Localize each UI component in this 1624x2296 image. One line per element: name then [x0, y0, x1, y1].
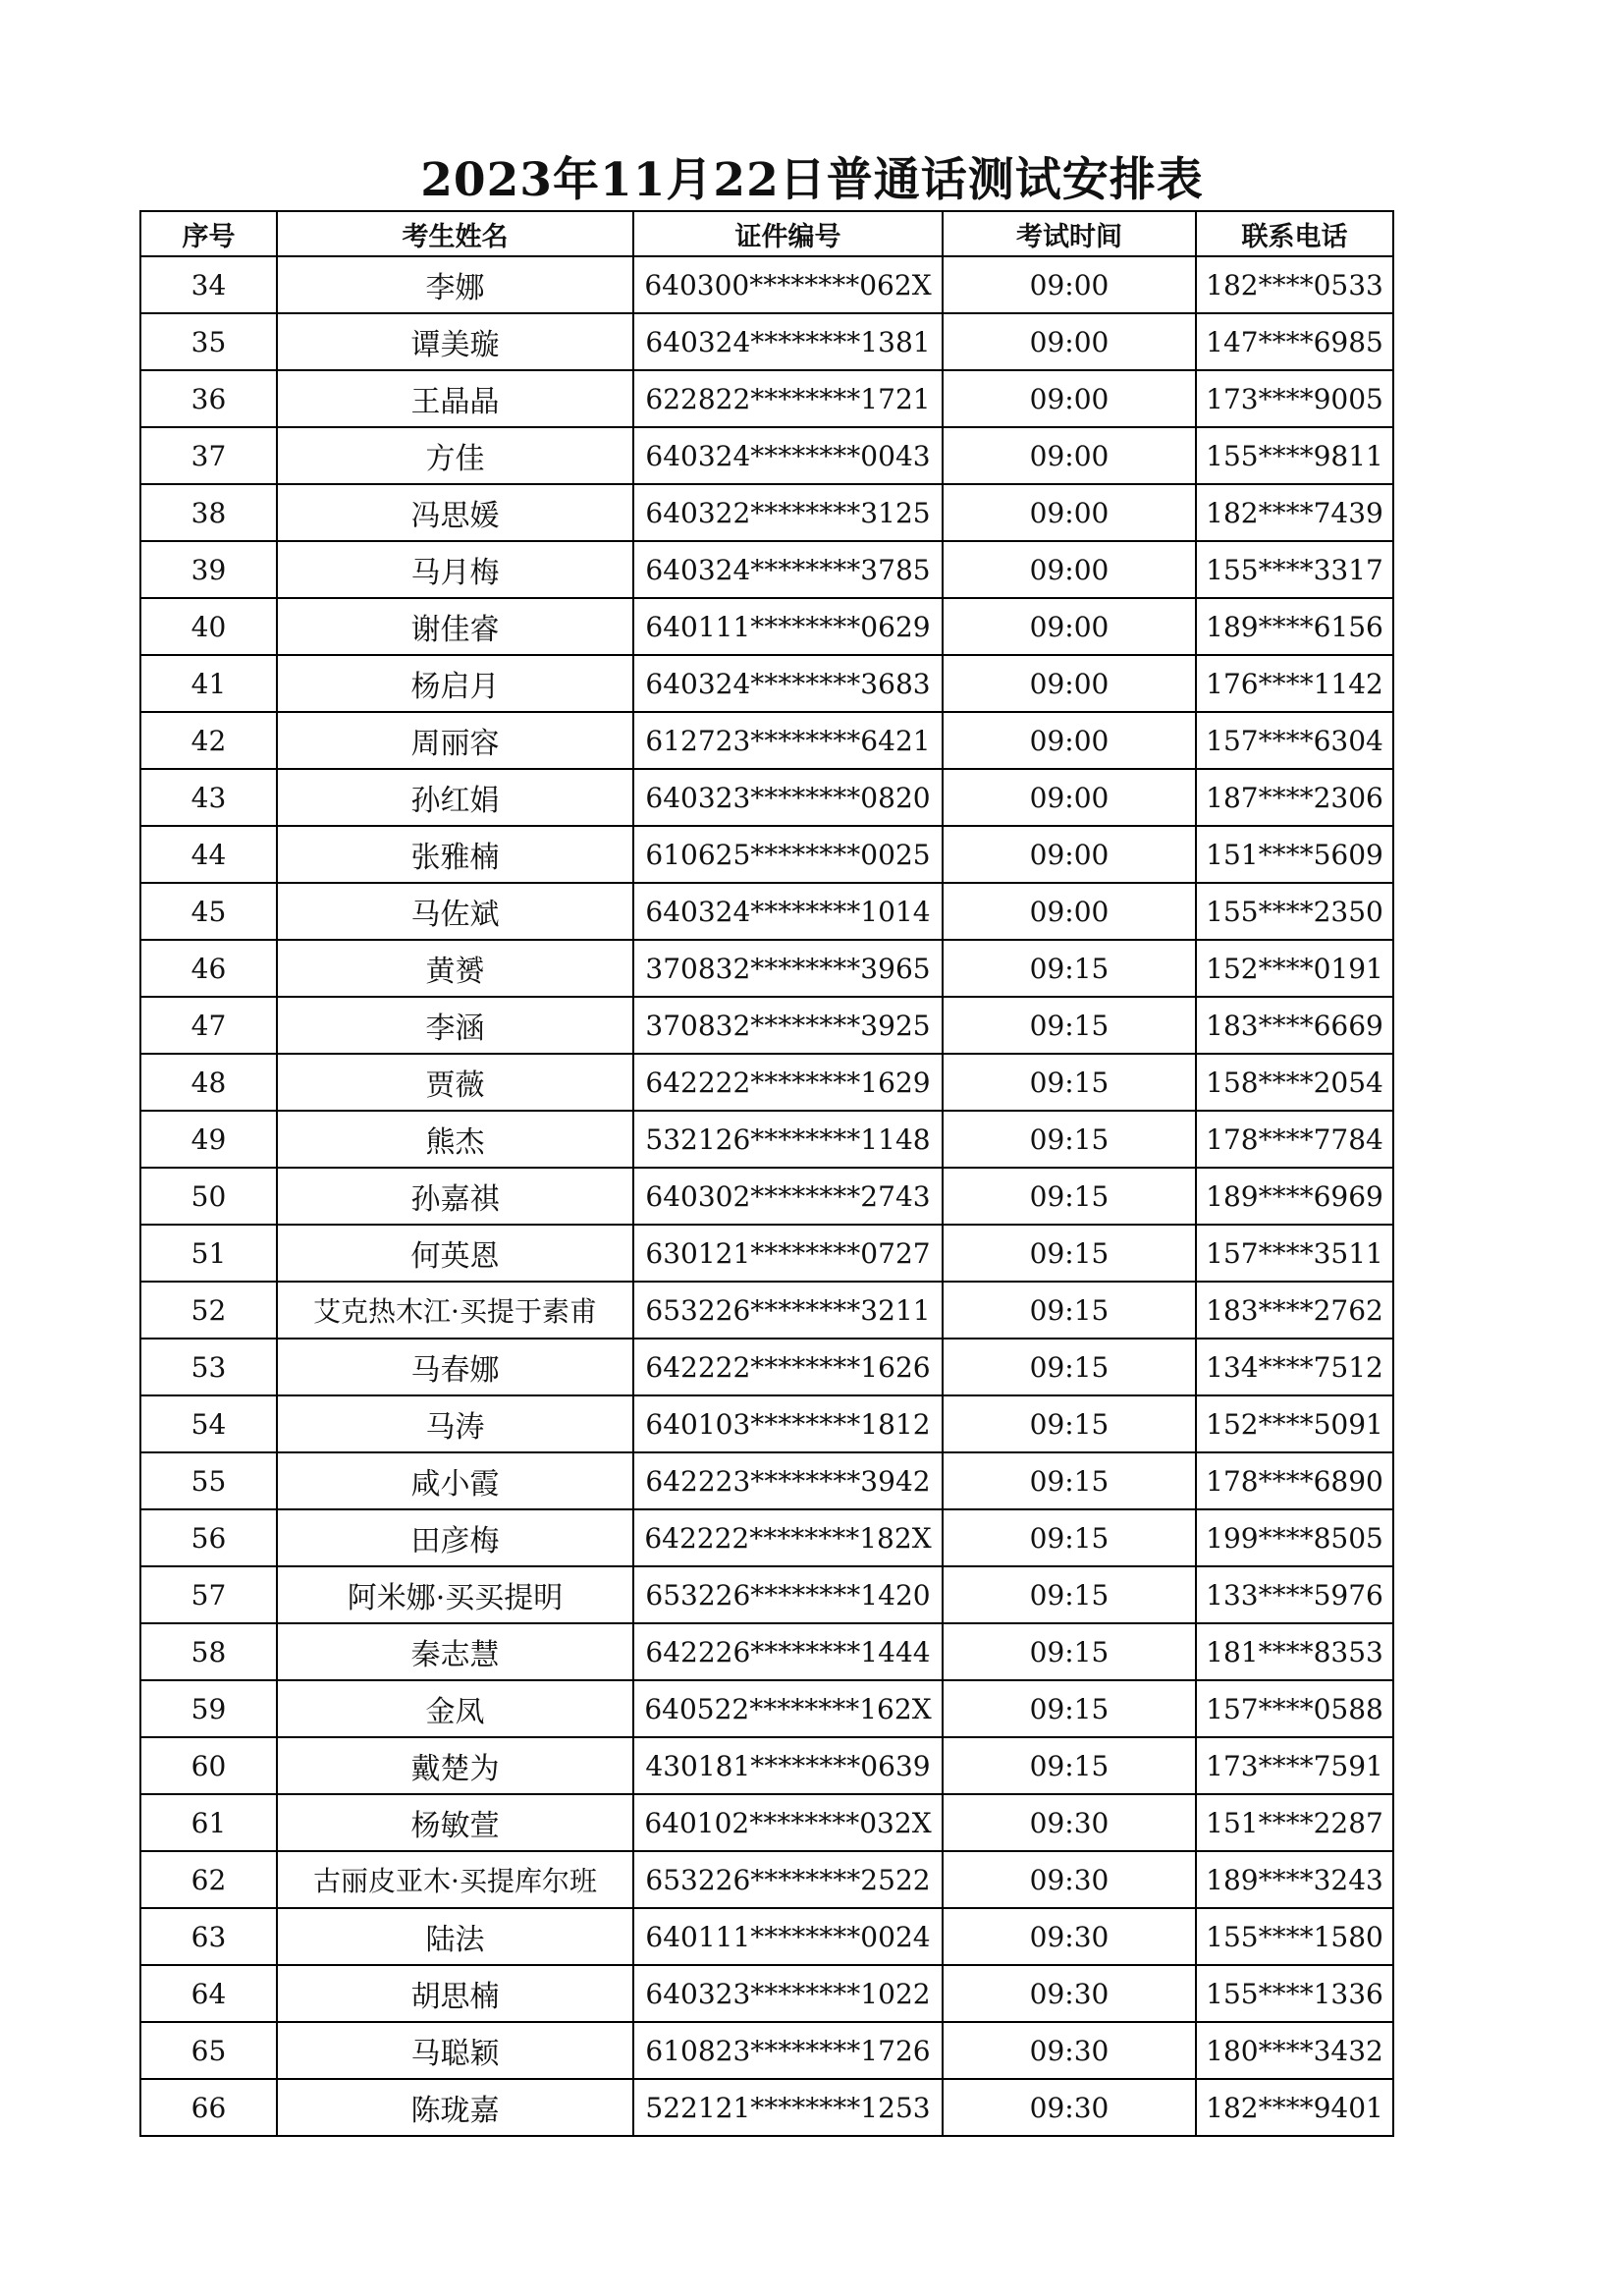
cell-phone: 155****1580 — [1196, 1908, 1393, 1965]
cell-id: 642222********1629 — [633, 1054, 943, 1111]
header-time: 考试时间 — [943, 211, 1196, 256]
cell-time: 09:00 — [943, 256, 1196, 313]
cell-seq: 43 — [140, 769, 277, 826]
cell-seq: 65 — [140, 2022, 277, 2079]
table-row — [140, 940, 1393, 997]
cell-name: 李娜 — [277, 256, 633, 313]
table-row — [140, 1566, 1393, 1623]
table-row — [140, 1395, 1393, 1452]
cell-seq: 42 — [140, 712, 277, 769]
cell-id: 630121********0727 — [633, 1225, 943, 1282]
cell-phone: 155****1336 — [1196, 1965, 1393, 2022]
cell-id: 640324********3785 — [633, 541, 943, 598]
cell-seq: 66 — [140, 2079, 277, 2136]
cell-id: 612723********6421 — [633, 712, 943, 769]
cell-seq: 37 — [140, 427, 277, 484]
table-row — [140, 313, 1393, 370]
cell-id: 640323********1022 — [633, 1965, 943, 2022]
cell-id: 640324********3683 — [633, 655, 943, 712]
table-row — [140, 541, 1393, 598]
cell-time: 09:00 — [943, 598, 1196, 655]
cell-time: 09:15 — [943, 1225, 1196, 1282]
cell-time: 09:15 — [943, 1282, 1196, 1339]
cell-phone: 157****3511 — [1196, 1225, 1393, 1282]
cell-phone: 158****2054 — [1196, 1054, 1393, 1111]
cell-name: 艾克热木江·买提于素甫 — [277, 1282, 633, 1339]
cell-phone: 157****6304 — [1196, 712, 1393, 769]
cell-seq: 62 — [140, 1851, 277, 1908]
header-row — [140, 211, 1393, 256]
cell-name: 谢佳睿 — [277, 598, 633, 655]
cell-seq: 60 — [140, 1737, 277, 1794]
cell-time: 09:15 — [943, 997, 1196, 1054]
cell-name: 马聪颖 — [277, 2022, 633, 2079]
header-phone: 联系电话 — [1196, 211, 1393, 256]
cell-seq: 36 — [140, 370, 277, 427]
cell-id: 610625********0025 — [633, 826, 943, 883]
cell-name: 熊杰 — [277, 1111, 633, 1168]
cell-id: 370832********3965 — [633, 940, 943, 997]
cell-name: 古丽皮亚木·买提库尔班 — [277, 1851, 633, 1908]
cell-id: 640324********1014 — [633, 883, 943, 940]
table-row — [140, 1965, 1393, 2022]
cell-time: 09:30 — [943, 2022, 1196, 2079]
cell-seq: 47 — [140, 997, 277, 1054]
table-row — [140, 769, 1393, 826]
cell-time: 09:15 — [943, 1623, 1196, 1680]
cell-name: 马涛 — [277, 1395, 633, 1452]
cell-name: 马春娜 — [277, 1339, 633, 1395]
cell-id: 640323********0820 — [633, 769, 943, 826]
cell-phone: 187****2306 — [1196, 769, 1393, 826]
header-name: 考生姓名 — [277, 211, 633, 256]
table-row — [140, 484, 1393, 541]
table-row — [140, 997, 1393, 1054]
cell-name: 孙嘉祺 — [277, 1168, 633, 1225]
cell-id: 642223********3942 — [633, 1452, 943, 1509]
cell-name: 王晶晶 — [277, 370, 633, 427]
cell-id: 640103********1812 — [633, 1395, 943, 1452]
cell-name: 杨启月 — [277, 655, 633, 712]
cell-seq: 45 — [140, 883, 277, 940]
cell-id: 370832********3925 — [633, 997, 943, 1054]
cell-time: 09:15 — [943, 1509, 1196, 1566]
cell-phone: 152****5091 — [1196, 1395, 1393, 1452]
cell-phone: 181****8353 — [1196, 1623, 1393, 1680]
cell-seq: 58 — [140, 1623, 277, 1680]
cell-phone: 173****9005 — [1196, 370, 1393, 427]
table-row — [140, 1054, 1393, 1111]
table-row — [140, 256, 1393, 313]
table-row — [140, 1680, 1393, 1737]
cell-phone: 157****0588 — [1196, 1680, 1393, 1737]
cell-phone: 189****3243 — [1196, 1851, 1393, 1908]
cell-seq: 53 — [140, 1339, 277, 1395]
table-row — [140, 1908, 1393, 1965]
cell-time: 09:15 — [943, 1737, 1196, 1794]
cell-time: 09:30 — [943, 1965, 1196, 2022]
cell-id: 642222********1626 — [633, 1339, 943, 1395]
cell-name: 马佐斌 — [277, 883, 633, 940]
cell-seq: 54 — [140, 1395, 277, 1452]
table-row — [140, 2022, 1393, 2079]
cell-phone: 133****5976 — [1196, 1566, 1393, 1623]
table-row — [140, 1623, 1393, 1680]
cell-id: 522121********1253 — [633, 2079, 943, 2136]
table-row — [140, 1225, 1393, 1282]
cell-time: 09:30 — [943, 1908, 1196, 1965]
cell-time: 09:00 — [943, 826, 1196, 883]
table-row — [140, 1509, 1393, 1566]
cell-phone: 183****6669 — [1196, 997, 1393, 1054]
table-row — [140, 370, 1393, 427]
table-row — [140, 883, 1393, 940]
cell-seq: 38 — [140, 484, 277, 541]
cell-time: 09:15 — [943, 1395, 1196, 1452]
cell-id: 640111********0629 — [633, 598, 943, 655]
cell-seq: 64 — [140, 1965, 277, 2022]
cell-seq: 48 — [140, 1054, 277, 1111]
cell-phone: 147****6985 — [1196, 313, 1393, 370]
cell-name: 金凤 — [277, 1680, 633, 1737]
table-row — [140, 1452, 1393, 1509]
cell-id: 430181********0639 — [633, 1737, 943, 1794]
cell-time: 09:30 — [943, 1794, 1196, 1851]
cell-name: 何英恩 — [277, 1225, 633, 1282]
table-body — [140, 256, 1393, 2136]
cell-phone: 180****3432 — [1196, 2022, 1393, 2079]
table-row — [140, 1794, 1393, 1851]
cell-phone: 152****0191 — [1196, 940, 1393, 997]
cell-name: 陈珑嘉 — [277, 2079, 633, 2136]
cell-name: 贾薇 — [277, 1054, 633, 1111]
cell-id: 640302********2743 — [633, 1168, 943, 1225]
cell-phone: 189****6969 — [1196, 1168, 1393, 1225]
cell-phone: 176****1142 — [1196, 655, 1393, 712]
table-row — [140, 427, 1393, 484]
cell-id: 640324********1381 — [633, 313, 943, 370]
cell-phone: 151****5609 — [1196, 826, 1393, 883]
page-title: 2023年11月22日普通话测试安排表 — [420, 153, 1204, 207]
cell-seq: 39 — [140, 541, 277, 598]
cell-seq: 63 — [140, 1908, 277, 1965]
cell-phone: 189****6156 — [1196, 598, 1393, 655]
table-row — [140, 1111, 1393, 1168]
cell-seq: 51 — [140, 1225, 277, 1282]
cell-id: 642226********1444 — [633, 1623, 943, 1680]
cell-name: 谭美璇 — [277, 313, 633, 370]
cell-phone: 199****8505 — [1196, 1509, 1393, 1566]
cell-name: 田彦梅 — [277, 1509, 633, 1566]
cell-id: 642222********182X — [633, 1509, 943, 1566]
cell-name: 方佳 — [277, 427, 633, 484]
cell-id: 640102********032X — [633, 1794, 943, 1851]
cell-id: 653226********2522 — [633, 1851, 943, 1908]
cell-time: 09:15 — [943, 1680, 1196, 1737]
cell-name: 张雅楠 — [277, 826, 633, 883]
cell-name: 李涵 — [277, 997, 633, 1054]
cell-id: 532126********1148 — [633, 1111, 943, 1168]
cell-time: 09:00 — [943, 370, 1196, 427]
cell-time: 09:00 — [943, 541, 1196, 598]
cell-phone: 155****2350 — [1196, 883, 1393, 940]
table-row — [140, 1737, 1393, 1794]
cell-name: 杨敏萱 — [277, 1794, 633, 1851]
cell-name: 胡思楠 — [277, 1965, 633, 2022]
cell-phone: 183****2762 — [1196, 1282, 1393, 1339]
cell-id: 640300********062X — [633, 256, 943, 313]
cell-seq: 40 — [140, 598, 277, 655]
cell-name: 冯思媛 — [277, 484, 633, 541]
cell-phone: 155****9811 — [1196, 427, 1393, 484]
cell-seq: 49 — [140, 1111, 277, 1168]
cell-seq: 56 — [140, 1509, 277, 1566]
cell-time: 09:15 — [943, 1452, 1196, 1509]
table-row — [140, 1851, 1393, 1908]
cell-seq: 61 — [140, 1794, 277, 1851]
cell-name: 马月梅 — [277, 541, 633, 598]
cell-name: 黄赟 — [277, 940, 633, 997]
schedule-table — [139, 210, 1394, 2137]
header-id: 证件编号 — [633, 211, 943, 256]
table-row — [140, 2079, 1393, 2136]
cell-name: 陆法 — [277, 1908, 633, 1965]
cell-seq: 46 — [140, 940, 277, 997]
cell-id: 640111********0024 — [633, 1908, 943, 1965]
cell-seq: 52 — [140, 1282, 277, 1339]
cell-phone: 178****7784 — [1196, 1111, 1393, 1168]
cell-id: 622822********1721 — [633, 370, 943, 427]
cell-name: 孙红娟 — [277, 769, 633, 826]
table-row — [140, 598, 1393, 655]
cell-seq: 35 — [140, 313, 277, 370]
cell-time: 09:00 — [943, 427, 1196, 484]
cell-phone: 178****6890 — [1196, 1452, 1393, 1509]
cell-phone: 155****3317 — [1196, 541, 1393, 598]
cell-phone: 173****7591 — [1196, 1737, 1393, 1794]
cell-phone: 182****9401 — [1196, 2079, 1393, 2136]
cell-id: 640322********3125 — [633, 484, 943, 541]
cell-name: 阿米娜·买买提明 — [277, 1566, 633, 1623]
table-row — [140, 1168, 1393, 1225]
cell-name: 秦志慧 — [277, 1623, 633, 1680]
cell-phone: 182****7439 — [1196, 484, 1393, 541]
cell-phone: 134****7512 — [1196, 1339, 1393, 1395]
cell-seq: 34 — [140, 256, 277, 313]
cell-id: 653226********1420 — [633, 1566, 943, 1623]
header-seq: 序号 — [140, 211, 277, 256]
cell-id: 640324********0043 — [633, 427, 943, 484]
cell-time: 09:00 — [943, 712, 1196, 769]
cell-time: 09:30 — [943, 2079, 1196, 2136]
cell-time: 09:00 — [943, 883, 1196, 940]
cell-time: 09:15 — [943, 940, 1196, 997]
cell-time: 09:00 — [943, 769, 1196, 826]
table-row — [140, 655, 1393, 712]
table-row — [140, 712, 1393, 769]
cell-name: 周丽容 — [277, 712, 633, 769]
cell-phone: 151****2287 — [1196, 1794, 1393, 1851]
table-row — [140, 1339, 1393, 1395]
cell-time: 09:00 — [943, 655, 1196, 712]
cell-id: 653226********3211 — [633, 1282, 943, 1339]
cell-time: 09:15 — [943, 1168, 1196, 1225]
cell-time: 09:15 — [943, 1339, 1196, 1395]
cell-name: 戴楚为 — [277, 1737, 633, 1794]
cell-time: 09:15 — [943, 1566, 1196, 1623]
cell-seq: 57 — [140, 1566, 277, 1623]
cell-phone: 182****0533 — [1196, 256, 1393, 313]
cell-time: 09:00 — [943, 313, 1196, 370]
cell-seq: 44 — [140, 826, 277, 883]
cell-time: 09:30 — [943, 1851, 1196, 1908]
cell-seq: 41 — [140, 655, 277, 712]
cell-seq: 50 — [140, 1168, 277, 1225]
cell-time: 09:00 — [943, 484, 1196, 541]
cell-time: 09:15 — [943, 1054, 1196, 1111]
cell-id: 640522********162X — [633, 1680, 943, 1737]
table-row — [140, 826, 1393, 883]
cell-name: 咸小霞 — [277, 1452, 633, 1509]
table-row — [140, 1282, 1393, 1339]
cell-seq: 55 — [140, 1452, 277, 1509]
cell-time: 09:15 — [943, 1111, 1196, 1168]
cell-seq: 59 — [140, 1680, 277, 1737]
cell-id: 610823********1726 — [633, 2022, 943, 2079]
